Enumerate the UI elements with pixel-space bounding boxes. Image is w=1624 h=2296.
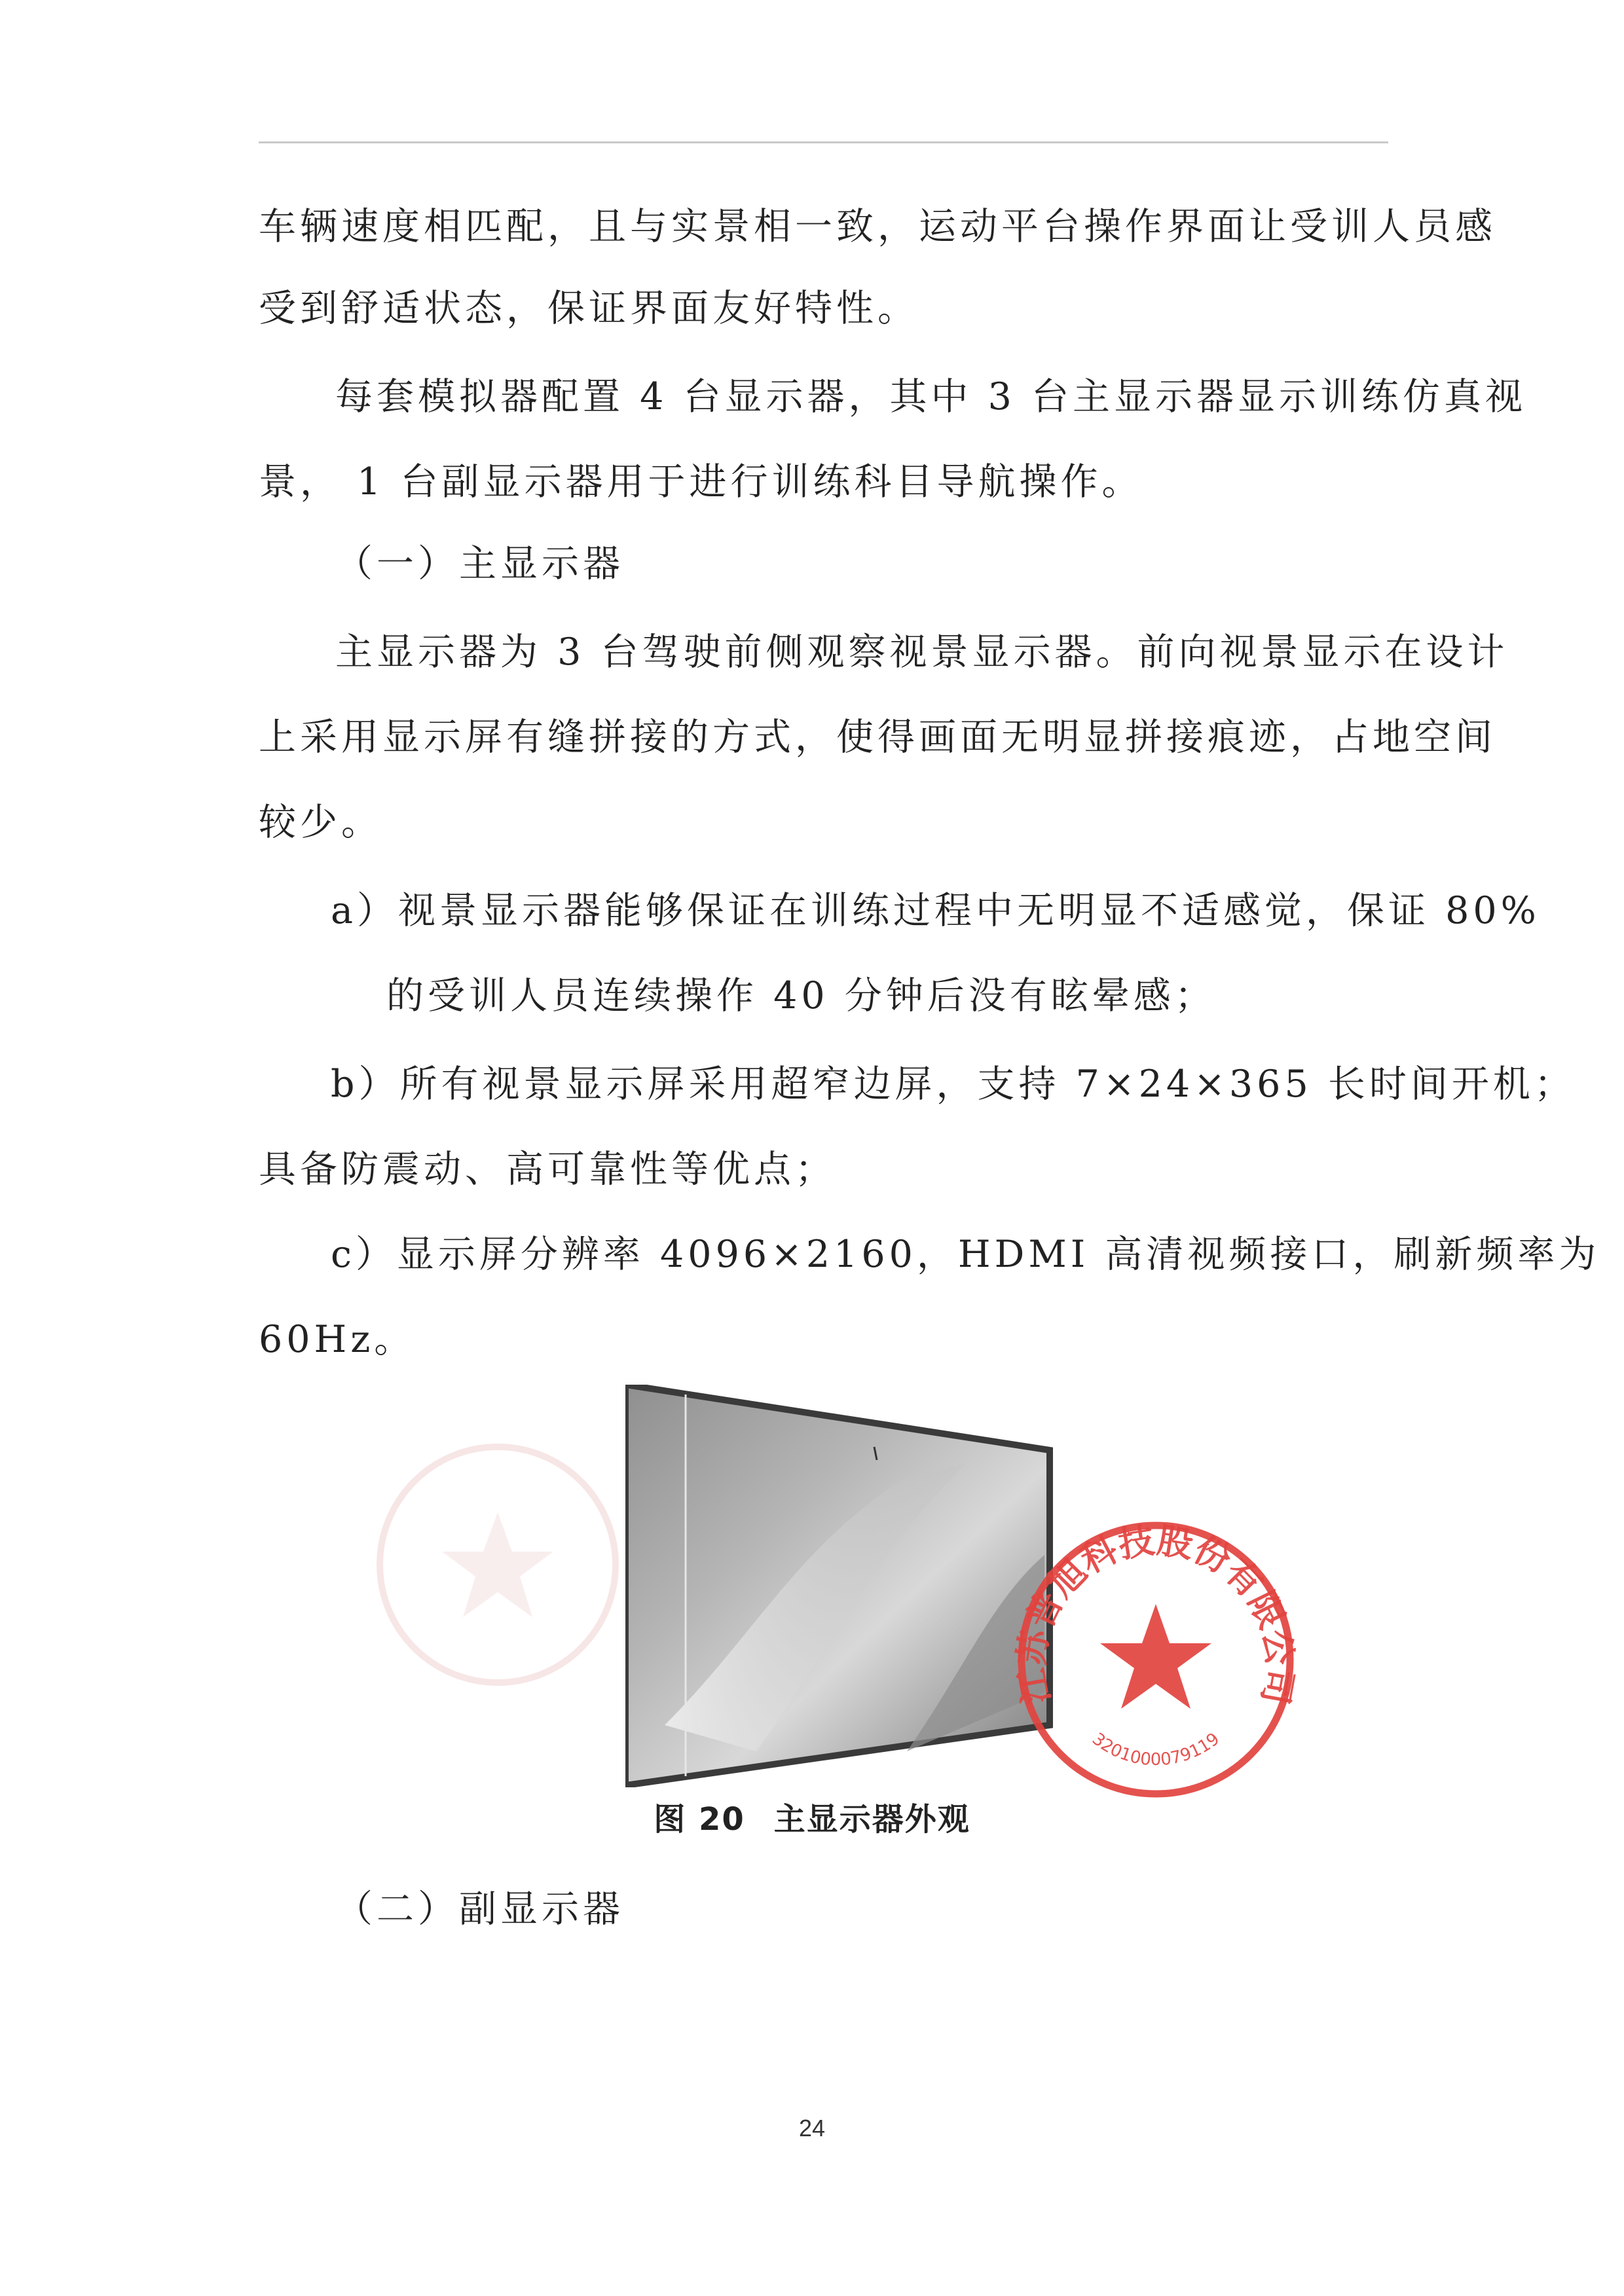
monitor-image — [625, 1385, 1061, 1787]
figure-caption — [0, 1794, 1624, 1839]
header-rule — [259, 141, 1388, 143]
paragraph-line: 主显示器为 3 台驾驶前侧观察视景显示器。前向视景显示在设计 — [335, 630, 1509, 674]
list-item: 具备防震动、高可靠性等优点； — [259, 1148, 836, 1191]
monitor-figure — [625, 1385, 1061, 1787]
ghost-stamp-image — [367, 1434, 629, 1696]
company-seal-image — [1002, 1506, 1310, 1813]
list-item: b）所有视景显示屏采用超窄边屏，支持 7×24×365 长时间开机； — [331, 1063, 1576, 1106]
list-item: a）视景显示器能够保证在训练过程中无明显不适感觉，保证 80% — [331, 889, 1540, 932]
svg-text:江苏普旭科技股份有限公司: 江苏普旭科技股份有限公司 — [1010, 1520, 1301, 1708]
page-number: 24 — [798, 2115, 826, 2141]
paragraph-line: 受到舒适状态，保证界面友好特性。 — [259, 287, 919, 330]
list-item: 60Hz。 — [259, 1318, 416, 1361]
section-heading: （二）副显示器 — [335, 1887, 624, 1931]
list-item: 的受训人员连续操作 40 分钟后没有眩晕感； — [386, 974, 1216, 1017]
figure-number: 图 20 — [654, 1801, 745, 1838]
figure-title: 主显示器外观 — [773, 1801, 970, 1838]
svg-text:3201000079119: 3201000079119 — [1088, 1729, 1224, 1770]
paragraph-line: 较少。 — [259, 801, 382, 844]
paragraph-line: 景， 1 台副显示器用于进行训练科目导航操作。 — [259, 460, 1143, 503]
section-heading: （一）主显示器 — [335, 542, 624, 585]
list-item: c）显示屏分辨率 4096×2160，HDMI 高清视频接口，刷新频率为 — [331, 1233, 1600, 1276]
paragraph-line: 上采用显示屏有缝拼接的方式，使得画面无明显拼接痕迹，占地空间 — [259, 716, 1496, 759]
paragraph-line: 车辆速度相匹配，且与实景相一致，运动平台操作界面让受训人员感 — [259, 205, 1496, 248]
paragraph-line: 每套模拟器配置 4 台显示器，其中 3 台主显示器显示训练仿真视 — [335, 375, 1527, 418]
